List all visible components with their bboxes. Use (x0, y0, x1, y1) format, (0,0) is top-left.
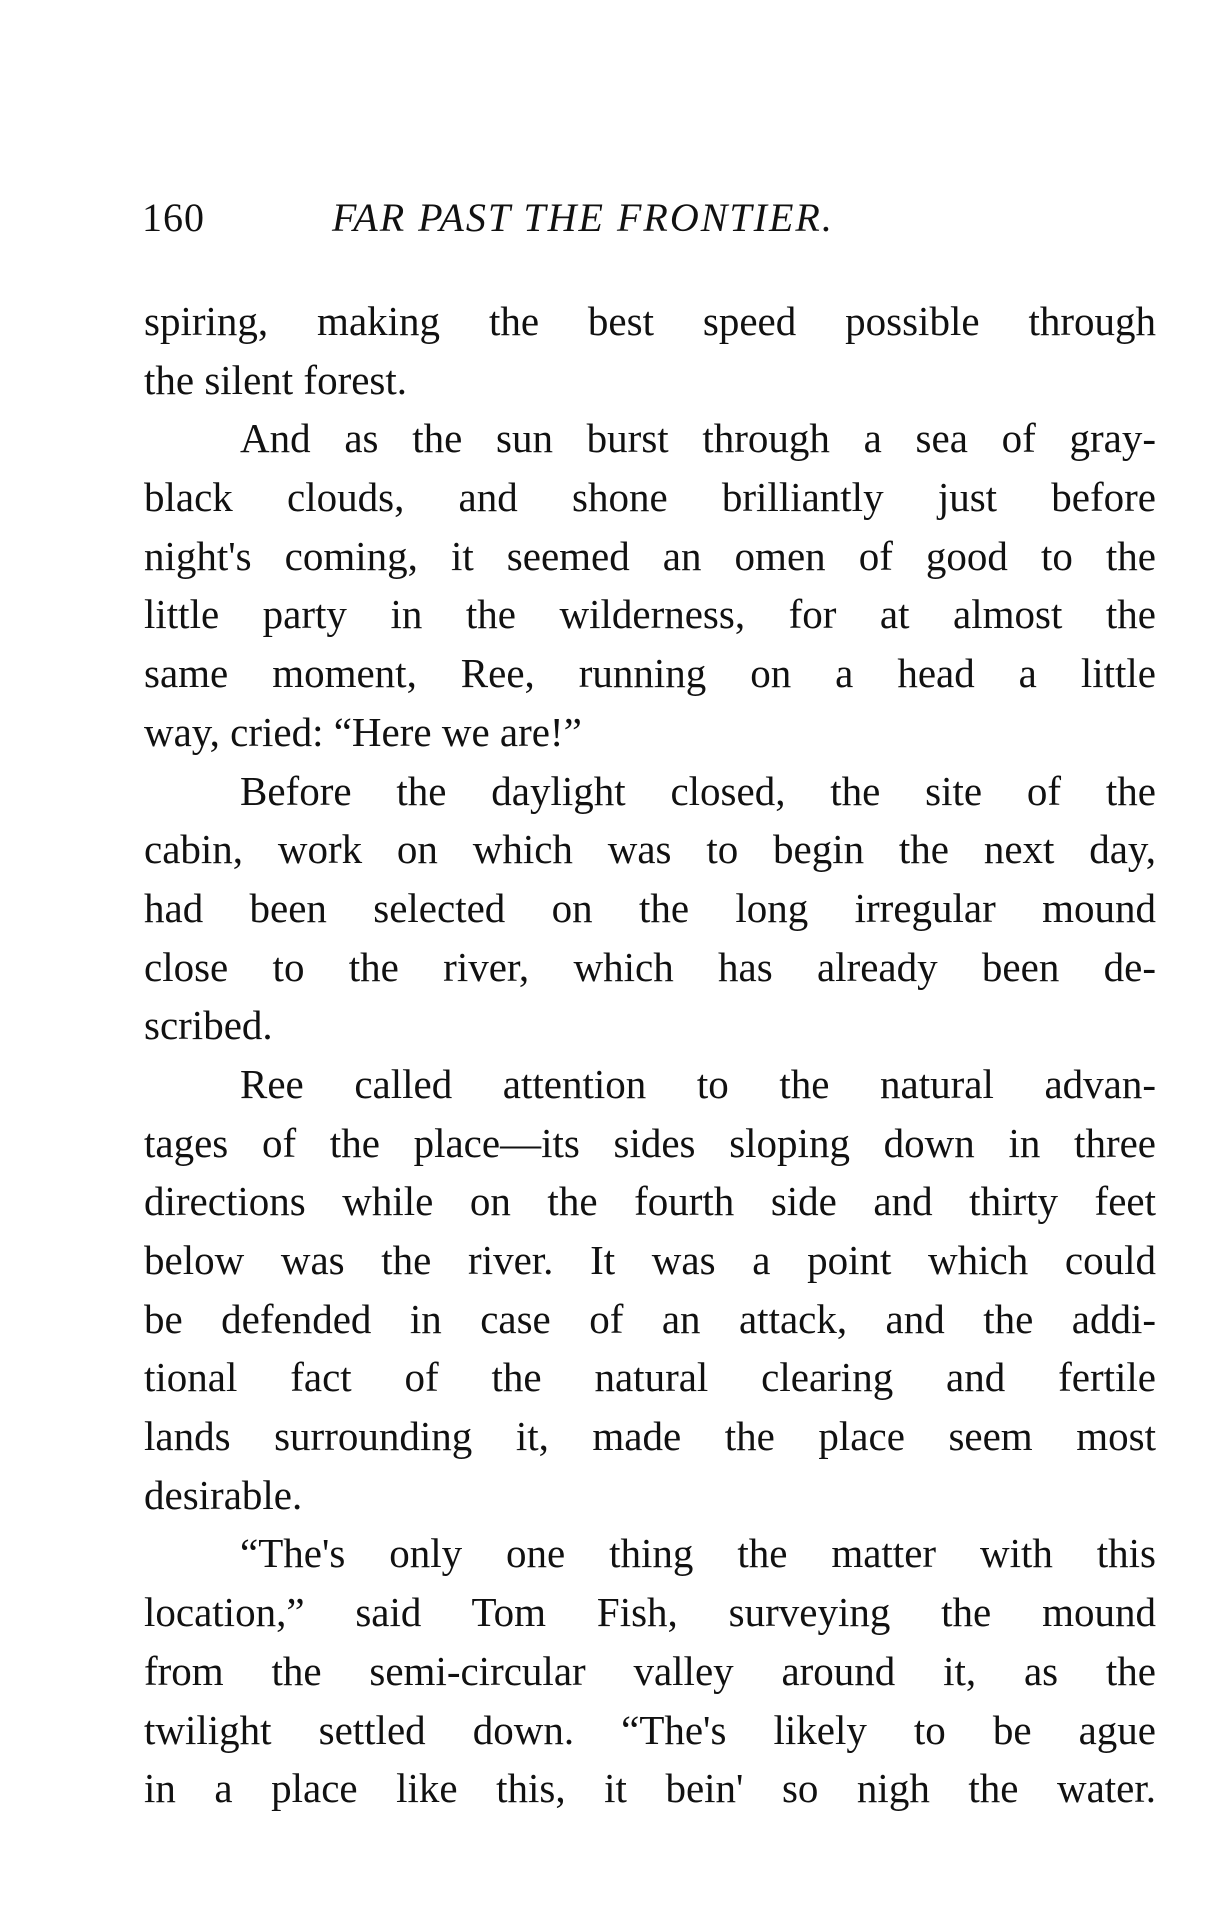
text-line: close to the river, which has already been de- (144, 943, 1156, 990)
text-line: spiring, making the best speed possible through (144, 298, 1156, 344)
text-line: be defended in case of an attack, and the addi- (144, 1295, 1156, 1342)
text-line: little party in the wilderness, for at almost the (144, 591, 1156, 638)
body-text (144, 292, 1156, 1818)
text-line: lands surrounding it, made the place seem most (144, 1413, 1156, 1460)
text-line: the silent forest. (144, 356, 408, 403)
paragraph-first-line: Before the daylight closed, the site of the (240, 767, 1156, 814)
text-line: scribed. (144, 1002, 273, 1049)
text-line: twilight settled down. “The's likely to be ague (144, 1706, 1156, 1753)
text-line: tages of the place—its sides sloping down in three (144, 1119, 1156, 1166)
text-line: had been selected on the long irregular mound (144, 884, 1156, 931)
text-line: directions while on the fourth side and thirty feet (144, 1178, 1156, 1225)
text-line: night's coming, it seemed an omen of good to the (144, 532, 1156, 579)
text-line: from the semi-circular valley around it, as the (144, 1647, 1156, 1694)
paragraph-first-line: “The's only one thing the matter with this (240, 1530, 1156, 1577)
paragraph-first-line: And as the sun burst through a sea of gray- (240, 415, 1156, 462)
text-line: black clouds, and shone brilliantly just before (144, 474, 1156, 521)
text-line: in a place like this, it bein' so nigh the water. (144, 1765, 1156, 1812)
text-line: tional fact of the natural clearing and fertile (144, 1354, 1156, 1401)
text-line: desirable. (144, 1471, 303, 1518)
text-line: same moment, Ree, running on a head a little (144, 650, 1156, 697)
text-line: below was the river. It was a point which could (144, 1237, 1156, 1283)
page-number: 160 (142, 195, 205, 240)
text-line: way, cried: “Here we are!” (144, 708, 582, 755)
book-title: FAR PAST THE FRONTIER. (332, 195, 834, 240)
running-head (142, 188, 1142, 248)
paragraph-first-line: Ree called attention to the natural advan- (240, 1060, 1156, 1107)
text-line: cabin, work on which was to begin the next day, (144, 826, 1156, 873)
text-line: location,” said Tom Fish, surveying the mound (144, 1589, 1156, 1636)
